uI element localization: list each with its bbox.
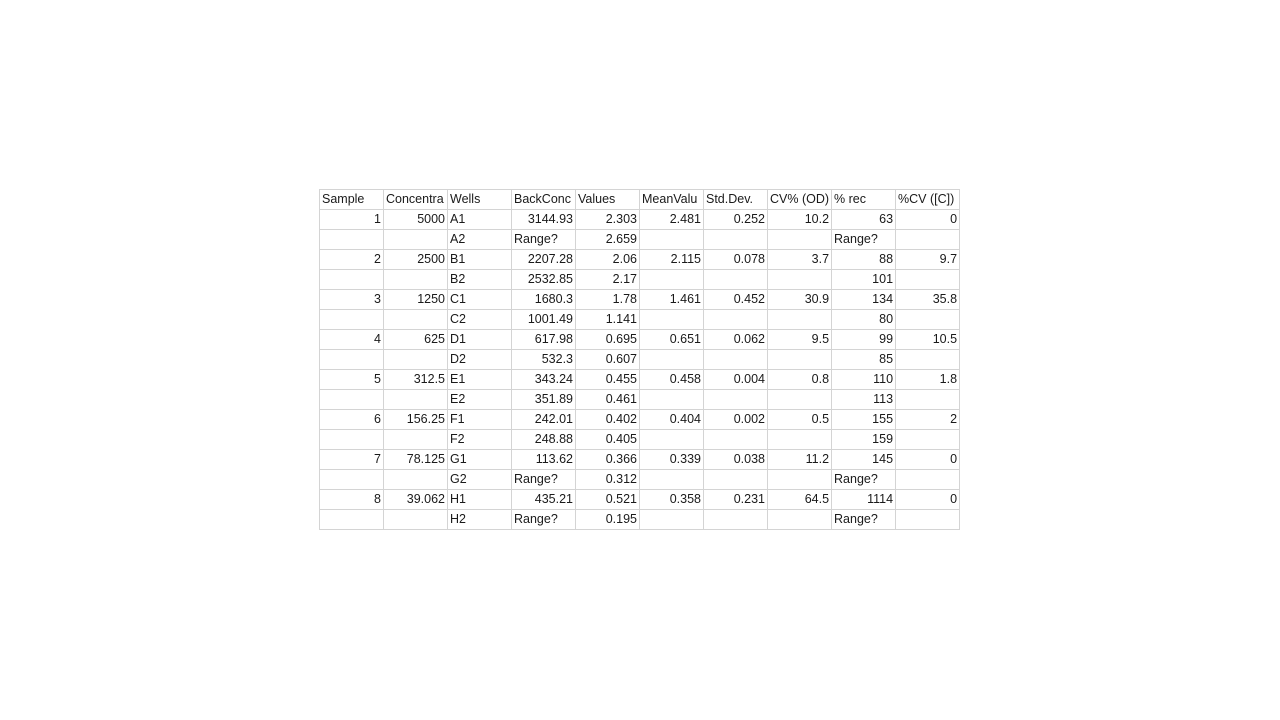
- cell-std-dev[interactable]: 0.038: [704, 450, 768, 470]
- cell-cv-conc[interactable]: [896, 350, 960, 370]
- cell-values[interactable]: 2.06: [576, 250, 640, 270]
- cell-back-conc[interactable]: 248.88: [512, 430, 576, 450]
- cell-wells[interactable]: C2: [448, 310, 512, 330]
- cell-cv-od[interactable]: 30.9: [768, 290, 832, 310]
- cell-sample[interactable]: 1: [320, 210, 384, 230]
- cell-wells[interactable]: A1: [448, 210, 512, 230]
- cell-sample[interactable]: 7: [320, 450, 384, 470]
- header-cell-values[interactable]: Values: [576, 190, 640, 210]
- table-row: [320, 270, 960, 290]
- cell-mean-value[interactable]: [640, 270, 704, 290]
- cell-cv-conc[interactable]: [896, 390, 960, 410]
- cell-mean-value[interactable]: [640, 230, 704, 250]
- cell-mean-value[interactable]: 0.404: [640, 410, 704, 430]
- cell-wells[interactable]: G2: [448, 470, 512, 490]
- cell-wells[interactable]: A2: [448, 230, 512, 250]
- cell-sample[interactable]: 6: [320, 410, 384, 430]
- cell-cv-od[interactable]: 3.7: [768, 250, 832, 270]
- table-row: [320, 370, 960, 390]
- cell-cv-conc[interactable]: 0: [896, 210, 960, 230]
- cell-sample[interactable]: [320, 270, 384, 290]
- cell-wells[interactable]: D2: [448, 350, 512, 370]
- cell-back-conc[interactable]: 343.24: [512, 370, 576, 390]
- cell-wells[interactable]: F1: [448, 410, 512, 430]
- cell-std-dev[interactable]: [704, 310, 768, 330]
- cell-std-dev[interactable]: [704, 430, 768, 450]
- header-cell-concentration[interactable]: Concentra: [384, 190, 448, 210]
- cell-concentration[interactable]: [384, 510, 448, 530]
- table-row: [320, 410, 960, 430]
- cell-concentration[interactable]: 39.062: [384, 490, 448, 510]
- cell-values[interactable]: 0.402: [576, 410, 640, 430]
- cell-cv-od[interactable]: [768, 470, 832, 490]
- cell-cv-conc[interactable]: 1.8: [896, 370, 960, 390]
- cell-sample[interactable]: 4: [320, 330, 384, 350]
- cell-concentration[interactable]: [384, 310, 448, 330]
- spreadsheet-body: [320, 190, 960, 530]
- cell-values[interactable]: 0.366: [576, 450, 640, 470]
- cell-std-dev[interactable]: [704, 470, 768, 490]
- cell-cv-od[interactable]: [768, 430, 832, 450]
- cell-back-conc[interactable]: 1001.49: [512, 310, 576, 330]
- cell-back-conc[interactable]: 617.98: [512, 330, 576, 350]
- header-cell-back-conc[interactable]: BackConc: [512, 190, 576, 210]
- cell-cv-conc[interactable]: [896, 470, 960, 490]
- cell-percent-rec[interactable]: Range?: [832, 230, 896, 250]
- cell-back-conc[interactable]: 2207.28: [512, 250, 576, 270]
- cell-cv-conc[interactable]: [896, 270, 960, 290]
- cell-mean-value[interactable]: 0.651: [640, 330, 704, 350]
- cell-std-dev[interactable]: 0.252: [704, 210, 768, 230]
- header-cell-sample[interactable]: Sample: [320, 190, 384, 210]
- cell-back-conc[interactable]: 1680.3: [512, 290, 576, 310]
- cell-concentration[interactable]: [384, 470, 448, 490]
- cell-back-conc[interactable]: Range?: [512, 470, 576, 490]
- cell-back-conc[interactable]: 3144.93: [512, 210, 576, 230]
- cell-values[interactable]: 2.659: [576, 230, 640, 250]
- table-row: [320, 470, 960, 490]
- table-row: [320, 490, 960, 510]
- cell-cv-od[interactable]: [768, 350, 832, 370]
- cell-concentration[interactable]: [384, 350, 448, 370]
- cell-sample[interactable]: [320, 390, 384, 410]
- cell-values[interactable]: 0.695: [576, 330, 640, 350]
- header-cell-percent-rec[interactable]: % rec: [832, 190, 896, 210]
- cell-concentration[interactable]: 1250: [384, 290, 448, 310]
- cell-percent-rec[interactable]: 85: [832, 350, 896, 370]
- cell-percent-rec[interactable]: 1114: [832, 490, 896, 510]
- cell-values[interactable]: 0.312: [576, 470, 640, 490]
- cell-percent-rec[interactable]: 110: [832, 370, 896, 390]
- table-row: [320, 450, 960, 470]
- table-row: [320, 390, 960, 410]
- cell-std-dev[interactable]: 0.002: [704, 410, 768, 430]
- cell-std-dev[interactable]: [704, 350, 768, 370]
- cell-cv-conc[interactable]: 2: [896, 410, 960, 430]
- cell-mean-value[interactable]: 1.461: [640, 290, 704, 310]
- cell-cv-conc[interactable]: 0: [896, 490, 960, 510]
- cell-back-conc[interactable]: 532.3: [512, 350, 576, 370]
- cell-back-conc[interactable]: 435.21: [512, 490, 576, 510]
- cell-std-dev[interactable]: 0.062: [704, 330, 768, 350]
- header-cell-cv-od[interactable]: CV% (OD): [768, 190, 832, 210]
- cell-back-conc[interactable]: Range?: [512, 230, 576, 250]
- table-row: [320, 330, 960, 350]
- cell-sample[interactable]: [320, 350, 384, 370]
- header-cell-std-dev[interactable]: Std.Dev.: [704, 190, 768, 210]
- table-row: [320, 510, 960, 530]
- cell-concentration[interactable]: [384, 230, 448, 250]
- cell-cv-od[interactable]: [768, 270, 832, 290]
- cell-sample[interactable]: [320, 470, 384, 490]
- cell-percent-rec[interactable]: 63: [832, 210, 896, 230]
- cell-concentration[interactable]: [384, 430, 448, 450]
- cell-back-conc[interactable]: 113.62: [512, 450, 576, 470]
- table-row: [320, 430, 960, 450]
- cell-cv-conc[interactable]: 0: [896, 450, 960, 470]
- cell-std-dev[interactable]: [704, 390, 768, 410]
- cell-percent-rec[interactable]: 88: [832, 250, 896, 270]
- cell-back-conc[interactable]: Range?: [512, 510, 576, 530]
- cell-cv-od[interactable]: [768, 390, 832, 410]
- cell-mean-value[interactable]: [640, 510, 704, 530]
- cell-concentration[interactable]: 156.25: [384, 410, 448, 430]
- cell-mean-value[interactable]: 0.458: [640, 370, 704, 390]
- cell-values[interactable]: 1.78: [576, 290, 640, 310]
- cell-mean-value[interactable]: 2.115: [640, 250, 704, 270]
- cell-percent-rec[interactable]: Range?: [832, 510, 896, 530]
- cell-values[interactable]: 1.141: [576, 310, 640, 330]
- cell-mean-value[interactable]: 2.481: [640, 210, 704, 230]
- cell-cv-conc[interactable]: [896, 430, 960, 450]
- cell-wells[interactable]: H1: [448, 490, 512, 510]
- cell-sample[interactable]: [320, 510, 384, 530]
- cell-std-dev[interactable]: 0.078: [704, 250, 768, 270]
- cell-sample[interactable]: 3: [320, 290, 384, 310]
- header-cell-cv-conc[interactable]: %CV ([C]): [896, 190, 960, 210]
- cell-cv-od[interactable]: 0.5: [768, 410, 832, 430]
- cell-percent-rec[interactable]: 113: [832, 390, 896, 410]
- table-row: [320, 310, 960, 330]
- cell-wells[interactable]: E2: [448, 390, 512, 410]
- cell-percent-rec[interactable]: 145: [832, 450, 896, 470]
- table-row: [320, 230, 960, 250]
- cell-cv-od[interactable]: 64.5: [768, 490, 832, 510]
- cell-percent-rec[interactable]: 159: [832, 430, 896, 450]
- cell-std-dev[interactable]: 0.452: [704, 290, 768, 310]
- spreadsheet-table: [319, 189, 960, 530]
- cell-wells[interactable]: H2: [448, 510, 512, 530]
- cell-mean-value[interactable]: [640, 430, 704, 450]
- cell-values[interactable]: 0.607: [576, 350, 640, 370]
- cell-concentration[interactable]: 2500: [384, 250, 448, 270]
- cell-std-dev[interactable]: [704, 510, 768, 530]
- cell-values[interactable]: 0.521: [576, 490, 640, 510]
- cell-mean-value[interactable]: 0.358: [640, 490, 704, 510]
- cell-percent-rec[interactable]: 99: [832, 330, 896, 350]
- cell-cv-conc[interactable]: 35.8: [896, 290, 960, 310]
- cell-cv-od[interactable]: 10.2: [768, 210, 832, 230]
- cell-sample[interactable]: 2: [320, 250, 384, 270]
- cell-values[interactable]: 0.405: [576, 430, 640, 450]
- header-cell-mean-value[interactable]: MeanValu: [640, 190, 704, 210]
- cell-percent-rec[interactable]: 134: [832, 290, 896, 310]
- cell-percent-rec[interactable]: Range?: [832, 470, 896, 490]
- cell-values[interactable]: 2.17: [576, 270, 640, 290]
- cell-cv-od[interactable]: [768, 310, 832, 330]
- cell-cv-conc[interactable]: [896, 510, 960, 530]
- header-cell-wells[interactable]: Wells: [448, 190, 512, 210]
- cell-percent-rec[interactable]: 101: [832, 270, 896, 290]
- cell-mean-value[interactable]: [640, 310, 704, 330]
- cell-concentration[interactable]: 625: [384, 330, 448, 350]
- cell-cv-conc[interactable]: 9.7: [896, 250, 960, 270]
- cell-values[interactable]: 0.455: [576, 370, 640, 390]
- cell-sample[interactable]: [320, 430, 384, 450]
- cell-cv-od[interactable]: 11.2: [768, 450, 832, 470]
- cell-values[interactable]: 0.461: [576, 390, 640, 410]
- cell-wells[interactable]: B2: [448, 270, 512, 290]
- cell-mean-value[interactable]: 0.339: [640, 450, 704, 470]
- cell-cv-od[interactable]: [768, 510, 832, 530]
- cell-wells[interactable]: F2: [448, 430, 512, 450]
- cell-std-dev[interactable]: 0.004: [704, 370, 768, 390]
- cell-concentration[interactable]: [384, 390, 448, 410]
- cell-back-conc[interactable]: 351.89: [512, 390, 576, 410]
- cell-cv-od[interactable]: 9.5: [768, 330, 832, 350]
- table-row: [320, 350, 960, 370]
- cell-concentration[interactable]: 78.125: [384, 450, 448, 470]
- cell-sample[interactable]: [320, 230, 384, 250]
- header-row: [320, 190, 960, 210]
- cell-std-dev[interactable]: [704, 270, 768, 290]
- table-row: [320, 250, 960, 270]
- cell-mean-value[interactable]: [640, 390, 704, 410]
- cell-cv-od[interactable]: [768, 230, 832, 250]
- cell-cv-conc[interactable]: [896, 310, 960, 330]
- cell-concentration[interactable]: 5000: [384, 210, 448, 230]
- cell-back-conc[interactable]: 242.01: [512, 410, 576, 430]
- cell-cv-od[interactable]: 0.8: [768, 370, 832, 390]
- cell-mean-value[interactable]: [640, 470, 704, 490]
- cell-percent-rec[interactable]: 155: [832, 410, 896, 430]
- cell-std-dev[interactable]: [704, 230, 768, 250]
- cell-wells[interactable]: E1: [448, 370, 512, 390]
- cell-wells[interactable]: C1: [448, 290, 512, 310]
- cell-std-dev[interactable]: 0.231: [704, 490, 768, 510]
- table-row: [320, 210, 960, 230]
- cell-concentration[interactable]: [384, 270, 448, 290]
- cell-values[interactable]: 2.303: [576, 210, 640, 230]
- cell-sample[interactable]: 5: [320, 370, 384, 390]
- cell-values[interactable]: 0.195: [576, 510, 640, 530]
- cell-concentration[interactable]: 312.5: [384, 370, 448, 390]
- cell-sample[interactable]: 8: [320, 490, 384, 510]
- cell-cv-conc[interactable]: [896, 230, 960, 250]
- table-row: [320, 290, 960, 310]
- cell-wells[interactable]: B1: [448, 250, 512, 270]
- cell-wells[interactable]: D1: [448, 330, 512, 350]
- cell-back-conc[interactable]: 2532.85: [512, 270, 576, 290]
- cell-sample[interactable]: [320, 310, 384, 330]
- cell-mean-value[interactable]: [640, 350, 704, 370]
- cell-percent-rec[interactable]: 80: [832, 310, 896, 330]
- cell-wells[interactable]: G1: [448, 450, 512, 470]
- cell-cv-conc[interactable]: 10.5: [896, 330, 960, 350]
